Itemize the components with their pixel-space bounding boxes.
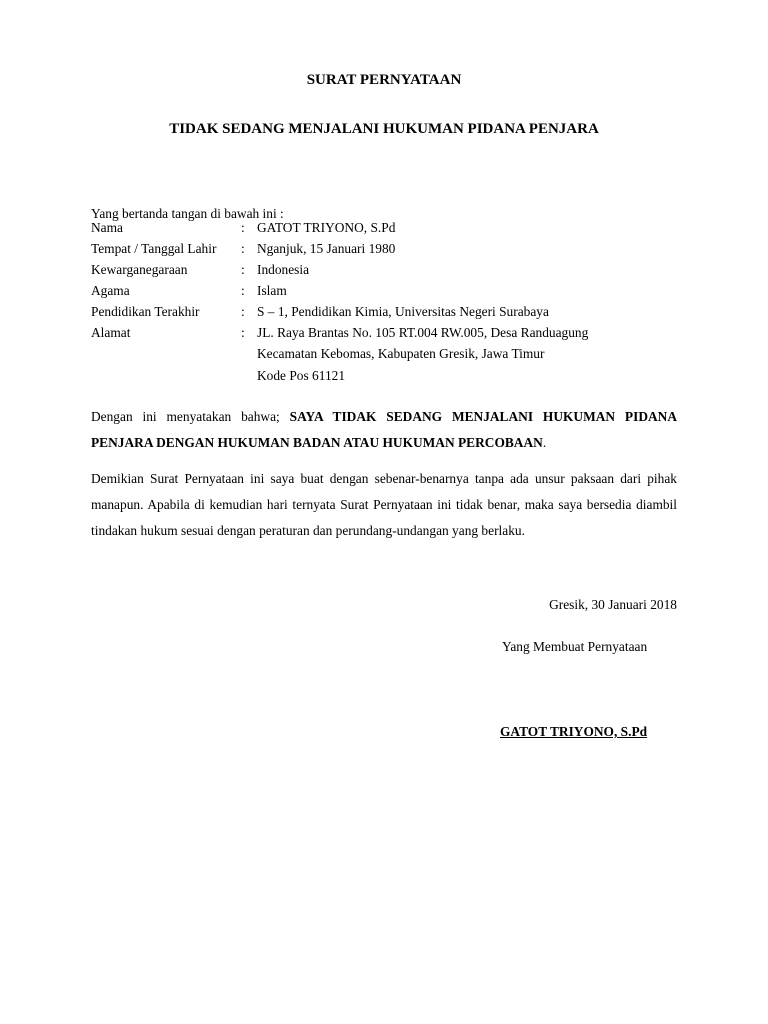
- identity-value: GATOT TRIYONO, S.Pd: [257, 220, 396, 235]
- identity-row-education: [91, 301, 691, 322]
- identity-table: [91, 217, 691, 386]
- statement-end: .: [542, 435, 547, 450]
- identity-row-citizenship: [91, 259, 691, 280]
- statement-paragraph: [91, 404, 677, 456]
- identity-colon: :: [241, 241, 245, 256]
- identity-label: Agama: [91, 283, 130, 298]
- identity-row-religion: [91, 280, 691, 301]
- identity-colon: :: [241, 220, 245, 235]
- identity-label: Kewarganegaraan: [91, 262, 188, 277]
- statement-lead: Dengan ini menyatakan bahwa;: [91, 409, 290, 424]
- identity-value: Islam: [257, 283, 287, 298]
- identity-colon: :: [241, 283, 245, 298]
- identity-colon: :: [241, 304, 245, 319]
- identity-label: Alamat: [91, 325, 131, 340]
- document-subtitle: TIDAK SEDANG MENJALANI HUKUMAN PIDANA PENJARA: [169, 121, 599, 137]
- identity-row-address: [91, 322, 691, 343]
- identity-row-birth: [91, 238, 691, 259]
- document-title: SURAT PERNYATAAN: [306, 72, 462, 88]
- intro-text: Yang bertanda tangan di bawah ini :: [91, 206, 284, 221]
- identity-colon: :: [241, 325, 245, 340]
- signature-place-date: Gresik, 30 Januari 2018: [549, 597, 677, 612]
- identity-value: JL. Raya Brantas No. 105 RT.004 RW.005, Desa Randuagung: [257, 325, 589, 340]
- identity-value: S – 1, Pendidikan Kimia, Universitas Negeri Surabaya: [257, 304, 549, 319]
- closing-paragraph: Demikian Surat Pernyataan ini saya buat dengan sebenar-benarnya tanpa ada unsur paksaan dari pihak manapun. Apabila di kemudian hari ternyata Surat Pernyataan ini tidak benar, maka saya bersedia diambil tindakan hukum sesuai dengan peraturan dan perundang-undangan yang berlaku.: [91, 471, 677, 538]
- identity-value: Nganjuk, 15 Januari 1980: [257, 241, 396, 256]
- address-line-2: Kecamatan Kebomas, Kabupaten Gresik, Jawa Timur: [257, 346, 545, 361]
- signature-name: GATOT TRIYONO, S.Pd: [500, 724, 648, 739]
- identity-label: Tempat / Tanggal Lahir: [91, 241, 217, 256]
- identity-row-name: [91, 217, 691, 238]
- identity-colon: :: [241, 262, 245, 277]
- address-line-3: Kode Pos 61121: [257, 367, 346, 383]
- identity-value: Indonesia: [257, 262, 310, 277]
- statement-declaration: SAYA TIDAK SEDANG MENJALANI HUKUMAN PIDANA PENJARA DENGAN HUKUMAN BADAN ATAU HUKUMAN PERCOBAAN: [91, 409, 678, 450]
- identity-label: Nama: [91, 220, 123, 235]
- signature-role: Yang Membuat Pernyataan: [502, 639, 648, 654]
- identity-label: Pendidikan Terakhir: [91, 304, 200, 319]
